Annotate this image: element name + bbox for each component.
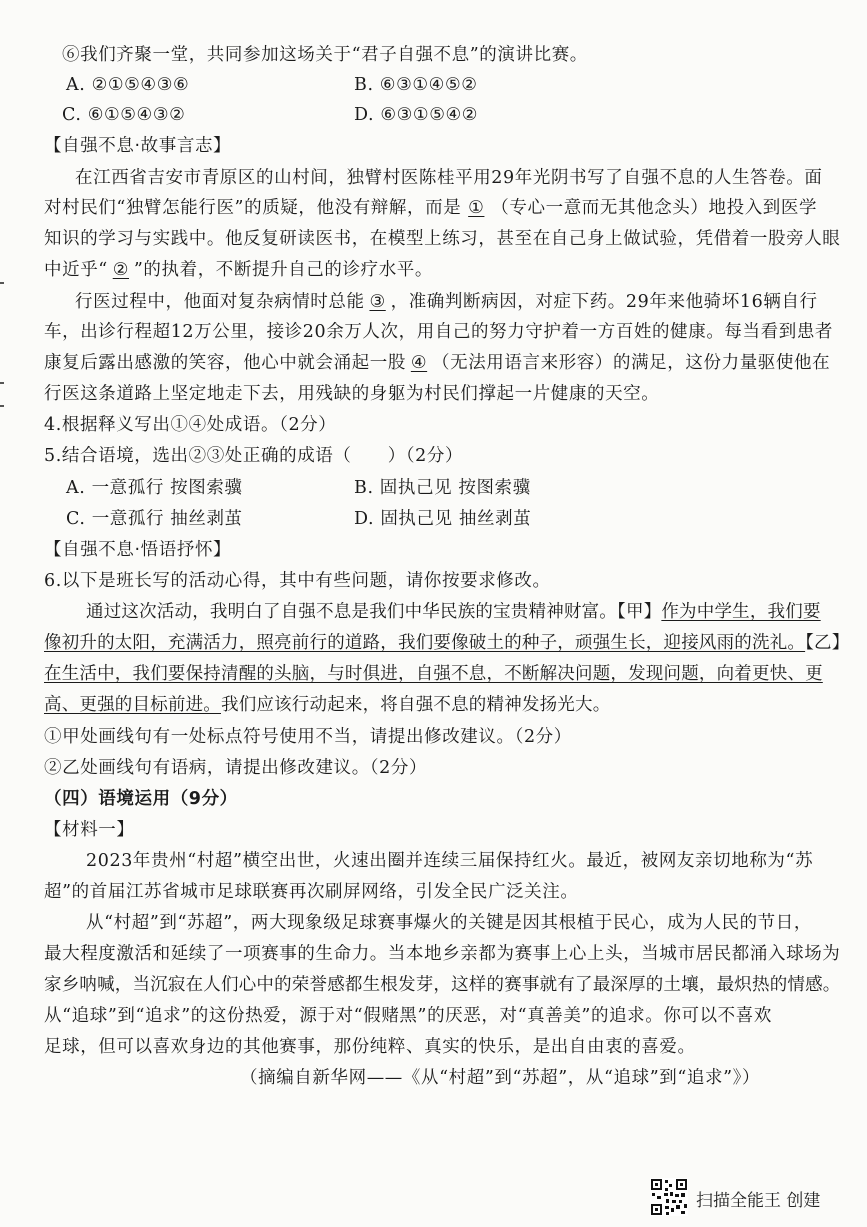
essay-text: 我们应该行动起来，将自强不息的精神发扬光大。: [221, 695, 611, 715]
story-text: ，准确判断病因，对症下药。29年来他骑坏16辆自行: [390, 292, 818, 312]
essay-text: 【乙】: [805, 633, 850, 653]
essay-line: [44, 663, 823, 685]
q5-option-b: B. 固执己见 按图索骥: [354, 478, 531, 498]
story-line: 行医这条道路上坚定地走下去，用残缺的身躯为村民们撑起一片健康的天空。: [44, 384, 660, 404]
underlined-sentence-jia: 作为中学生，我们要: [661, 602, 821, 622]
binding-mark: [0, 405, 4, 407]
section-heading-reflection: 【自强不息·悟语抒怀】: [44, 540, 232, 560]
question-4: 4.根据释义写出①④处成语。（2分）: [44, 415, 337, 435]
q3-option-a: A. ②①⑤④③⑥: [66, 75, 190, 95]
material-line: 从“村超”到“苏超”，两大现象级足球赛事爆火的关键是因其根植于民心，成为人民的节日，: [86, 913, 812, 933]
question-6-1: ①甲处画线句有一处标点符号使用不当，请提出修改建议。（2分）: [44, 727, 572, 747]
blank-2: ②: [112, 260, 129, 280]
essay-text: 通过这次活动，我明白了自强不息是我们中华民族的宝贵精神财富。【甲】: [86, 602, 662, 622]
underlined-sentence-yi: 在生活中，我们要保持清醒的头脑，与时俱进，自强不息，不断解决问题，发现问题，向着更快、更: [44, 664, 823, 684]
material-line: 家乡呐喊，当沉寂在人们心中的荣誉感都生根发芽，这样的赛事就有了最深厚的土壤，最炽热的情感。: [44, 975, 841, 995]
essay-line: [86, 601, 821, 623]
story-text: 康复后露出感激的笑容，他心中就会涌起一股: [44, 353, 406, 373]
q3-option-line-6: ⑥我们齐聚一堂，共同参加这场关于“君子自强不息”的演讲比赛。: [62, 45, 588, 65]
underlined-sentence-jia: 像初升的太阳，充满活力，照亮前行的道路，我们要像破土的种子，顽强生长，迎接风雨的洗礼。: [44, 633, 806, 653]
section-heading-story: 【自强不息·故事言志】: [44, 136, 232, 156]
story-text: 行医过程中，他面对复杂病情时总能: [75, 292, 365, 312]
material-line: 2023年贵州“村超”横空出世，火速出圈并连续三届保持红火。最近，被网友亲切地称为“苏: [86, 851, 814, 871]
material-source: （摘编自新华网——《从“村超”到“苏超”，从“追球”到“追求”》）: [240, 1068, 761, 1088]
material-line: 超”的首届江苏省城市足球联赛再次刷屏网络，引发全民广泛关注。: [44, 882, 579, 902]
material-line: 从“追球”到“追求”的这份热爱，源于对“假赌黑”的厌恶，对“真善美”的追求。你可以不喜欢: [44, 1006, 772, 1026]
story-text: 中近乎“: [44, 260, 108, 280]
qr-code-icon: [650, 1178, 688, 1216]
q3-option-d: D. ⑥③①⑤④②: [354, 105, 479, 125]
q5-option-a: A. 一意孤行 按图索骥: [66, 478, 243, 498]
question-6: 6.以下是班长写的活动心得，其中有些问题，请你按要求修改。: [44, 571, 551, 591]
blank-3: ③: [369, 292, 386, 312]
story-line: 在江西省吉安市青原区的山村间，独臂村医陈桂平用29年光阴书写了自强不息的人生答卷。面: [75, 168, 823, 188]
q5-option-d: D. 固执己见 抽丝剥茧: [354, 509, 532, 529]
story-line: [44, 197, 817, 219]
essay-line: [44, 694, 610, 716]
binding-mark: [0, 282, 4, 284]
story-text: 对村民们“独臂怎能行医”的质疑，他没有辩解，而是: [44, 198, 462, 218]
essay-line: [44, 632, 849, 654]
q5-option-c: C. 一意孤行 抽丝剥茧: [66, 509, 243, 529]
material-1-heading: 【材料一】: [44, 820, 135, 840]
q3-option-c: C. ⑥①⑤④③②: [62, 105, 186, 125]
material-line: 最大程度激活和延续了一项赛事的生命力。当本地乡亲都为赛事上心上头，当城市居民都涌入球场为: [44, 944, 841, 964]
story-text: （专心一意而无其他念头）地投入到医学: [491, 198, 818, 218]
story-line: 知识的学习与实践中。他反复研读医书，在模型上练习，甚至在自己身上做试验，凭借着一股旁人眼: [44, 229, 841, 249]
story-line: [75, 291, 818, 313]
question-6-2: ②乙处画线句有语病，请提出修改建议。（2分）: [44, 758, 428, 778]
binding-mark: [0, 382, 4, 384]
story-line: 车，出诊行程超12万公里，接诊20余万人次，用自己的努力守护着一方百姓的健康。每当看到患者: [44, 322, 834, 342]
section-heading-4: （四）语境运用（9分）: [44, 789, 238, 809]
story-line: [44, 352, 830, 374]
scanner-watermark: 扫描全能王 创建: [696, 1191, 821, 1211]
q3-option-b: B. ⑥③①④⑤②: [354, 75, 478, 95]
story-text: ”的执着，不断提升自己的诊疗水平。: [133, 260, 434, 280]
blank-1: ①: [468, 198, 485, 218]
material-line: 足球，但可以喜欢身边的其他赛事，那份纯粹、真实的快乐，是出自由衷的喜爱。: [44, 1037, 696, 1057]
question-5: 5.结合语境，选出②③处正确的成语（ ）（2分）: [44, 446, 464, 466]
blank-4: ④: [410, 353, 428, 373]
underlined-sentence-yi: 高、更强的目标前进。: [44, 695, 221, 715]
story-line: [44, 259, 433, 281]
story-text: （无法用语言来形容）的满足，这份力量驱使他在: [432, 353, 831, 373]
